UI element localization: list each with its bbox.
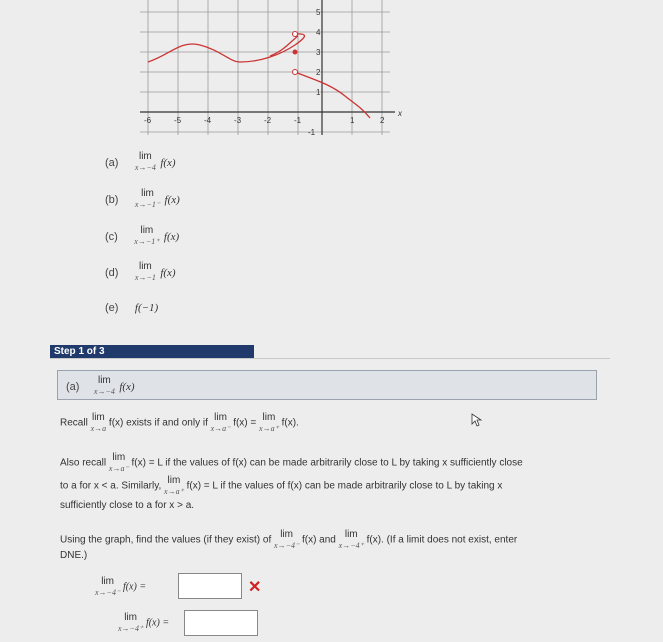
step-part-box — [57, 370, 597, 400]
y-tick-label: -1 — [308, 128, 316, 137]
part-d — [105, 262, 176, 282]
limit-expression — [339, 530, 364, 550]
function-expr: f(x) — [160, 267, 176, 280]
function-expr: f(x) — [119, 381, 135, 394]
lim-word: lim — [214, 412, 227, 423]
lim-word: lim — [97, 375, 111, 386]
lim-subscript: x→a⁻ — [108, 464, 129, 473]
curve-right — [295, 72, 370, 118]
lim-word: lim — [262, 412, 276, 423]
lim-subscript: x→−1 — [134, 273, 156, 282]
instruction-line-2 — [60, 550, 87, 561]
limit-expression — [135, 152, 156, 172]
graph-grid — [140, 0, 390, 135]
lim-word: lim — [138, 151, 152, 162]
filled-dot — [293, 50, 298, 55]
limit-expression — [91, 413, 107, 433]
part-label: (a) — [105, 157, 119, 170]
function-graph — [140, 0, 410, 140]
limit-expression — [95, 577, 120, 597]
x-tick-label: -1 — [294, 116, 302, 125]
recall-text: f(x) = — [233, 417, 257, 429]
part-label: (a) — [66, 381, 80, 394]
lim-word: lim — [280, 529, 293, 540]
answer-row-1 — [95, 577, 146, 597]
x-tick-label: -2 — [264, 116, 272, 125]
function-expr: f(x) — [160, 157, 176, 170]
x-tick-label: -3 — [234, 116, 242, 125]
x-tick-label: -5 — [174, 116, 182, 125]
y-tick-label: 1 — [316, 88, 321, 97]
answer-input-left-limit[interactable] — [178, 573, 242, 599]
limit-expression — [135, 189, 160, 209]
recall-text: sufficiently close to a for x > a. — [60, 500, 195, 511]
lim-subscript: x→−1⁺ — [134, 237, 160, 246]
lim-subscript: x→a⁻ — [210, 424, 231, 433]
lim-word: lim — [91, 412, 105, 423]
open-circle-upper — [293, 32, 298, 37]
limit-expression — [211, 413, 231, 433]
limit-expression — [134, 226, 159, 246]
mouse-cursor-icon — [471, 413, 483, 427]
limit-expression — [164, 476, 184, 496]
y-tick-label: 4 — [316, 28, 321, 37]
lim-subscript: x→−4 — [93, 387, 115, 396]
recall-text: f(x) = L if the values of f(x) can be made arbitrarily close to L by taking x sufficiently close — [131, 457, 523, 469]
instruction-text: f(x) and — [301, 534, 336, 546]
lim-word: lim — [167, 475, 181, 486]
x-tick-label: 2 — [380, 116, 385, 125]
instruction-text: DNE.) — [60, 550, 88, 561]
recall-text: f(x). — [281, 417, 299, 429]
part-c — [105, 226, 179, 246]
instruction-line-1 — [60, 530, 517, 550]
incorrect-icon: ✕ — [248, 579, 262, 596]
lim-subscript: x→a⁺ — [259, 424, 279, 433]
recall-line-4 — [60, 500, 194, 511]
lim-subscript: x→−1⁻ — [134, 200, 161, 209]
lim-subscript: x→a — [90, 424, 107, 433]
answer-input-right-limit[interactable] — [184, 610, 258, 636]
limit-expression — [118, 613, 143, 633]
lim-word: lim — [101, 576, 114, 587]
part-b — [105, 189, 180, 209]
recall-text: Also recall — [60, 457, 107, 469]
recall-line-2 — [60, 453, 523, 473]
open-circle-lower — [293, 70, 298, 75]
part-a — [105, 152, 176, 172]
function-expr: f(x) = — [145, 617, 170, 629]
function-expr: f(−1) — [134, 302, 159, 314]
curve-left — [148, 34, 304, 62]
lim-word: lim — [138, 261, 152, 272]
lim-word: lim — [141, 188, 154, 199]
function-expr: f(x) — [163, 231, 180, 244]
lim-word: lim — [124, 612, 137, 623]
lim-subscript: x→a⁺ — [164, 487, 184, 496]
part-label: (d) — [105, 267, 119, 280]
instruction-text: f(x). (If a limit does not exist, enter — [366, 534, 518, 546]
recall-text: f(x) exists if and only if — [108, 417, 208, 429]
limit-expression — [109, 453, 129, 473]
function-expr: f(x) = — [122, 581, 147, 593]
instruction-text: Using the graph, find the values (if they exist) of — [60, 534, 272, 546]
lim-subscript: x→−4⁻ — [274, 541, 300, 550]
x-axis-label: x — [398, 109, 402, 118]
limit-expression — [274, 530, 299, 550]
lim-word: lim — [140, 225, 154, 236]
recall-line-3 — [60, 476, 502, 496]
part-label: (e) — [105, 302, 119, 314]
x-tick-label: 1 — [350, 116, 355, 125]
function-expr: f(x) — [164, 194, 180, 207]
lim-word: lim — [112, 452, 126, 463]
y-tick-label: 3 — [316, 48, 321, 57]
step-header: Step 1 of 3 — [50, 345, 254, 359]
lim-subscript: x→−4⁺ — [338, 541, 364, 550]
lim-word: lim — [344, 529, 358, 540]
limit-expression — [259, 413, 279, 433]
limit-expression — [135, 262, 156, 282]
y-tick-label: 5 — [316, 8, 321, 17]
lim-subscript: x→−4 — [134, 163, 156, 172]
x-tick-label: -6 — [144, 116, 152, 125]
lim-subscript: x→−4⁺ — [118, 624, 144, 633]
recall-text: Recall — [60, 417, 88, 429]
answer-row-2 — [118, 613, 169, 633]
step-divider — [50, 358, 610, 359]
part-label: (c) — [105, 231, 118, 244]
x-tick-label: -4 — [204, 116, 212, 125]
part-e — [105, 298, 158, 316]
y-tick-label: 2 — [316, 68, 321, 77]
limit-expression — [94, 376, 115, 396]
recall-text: f(x) = L if the values of f(x) can be made arbitrarily close to L by taking x — [186, 480, 503, 492]
recall-line-1 — [60, 413, 299, 433]
part-label: (b) — [105, 194, 119, 207]
lim-subscript: x→−4⁻ — [95, 588, 121, 597]
recall-text: to a for x < a. Similarly, — [60, 480, 162, 492]
